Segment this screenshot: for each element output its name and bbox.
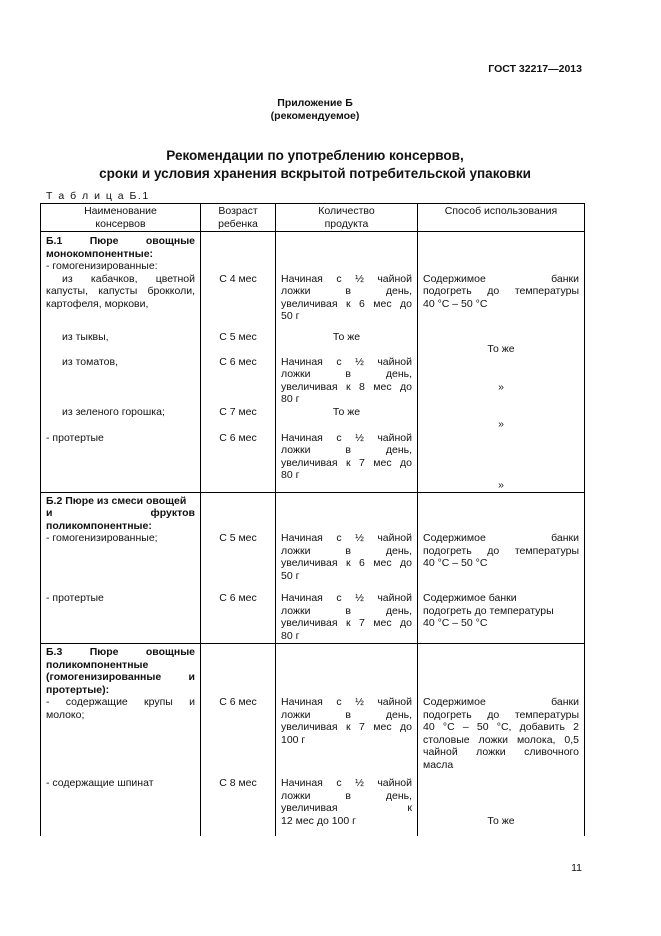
table-row: [41, 232, 585, 261]
b3-spinach-usage: То же: [418, 777, 585, 836]
b3-cereal-usage: [418, 696, 585, 777]
header-age-line: Возраст: [218, 205, 258, 217]
b1-zucchini-age: С 4 мес: [201, 273, 276, 332]
cell-line: Начиная с ½ чайной: [281, 777, 412, 789]
table-row: [41, 592, 585, 644]
b1-tomato-usage: »: [418, 356, 585, 406]
table-row: [41, 273, 585, 332]
b1-pumpkin-qty: То же: [276, 331, 418, 356]
section-title-line: Б.3 Пюре овощные: [46, 646, 195, 658]
cell-line: Начиная с ½ чайной: [281, 272, 412, 285]
document-title: [0, 147, 630, 183]
cell-line: подогреть до температуры: [423, 285, 579, 297]
cell-line: - содержащие крупы и: [46, 696, 195, 708]
document-title-line-1: Рекомендации по употреблению консервов,: [166, 148, 464, 163]
b1-tomato-name: из томатов,: [41, 356, 201, 406]
recommendations-table: [40, 203, 585, 836]
header-name-line: консервов: [95, 217, 146, 230]
b1-tomato-age: С 6 мес: [201, 356, 276, 406]
b2-pureed-name: - протертые: [41, 592, 201, 644]
section-b3-title: [41, 644, 201, 697]
header-quantity: [276, 204, 418, 232]
cell-line: из кабачков, цветной: [62, 272, 195, 285]
cell-line: 40 °С – 50 °С: [423, 617, 488, 629]
standard-code: ГОСТ 32217—2013: [488, 63, 582, 75]
cell-line: ложки в день,: [281, 604, 412, 617]
cell-line: 50 г: [281, 569, 300, 582]
cell-line: 12 мес до 100 г: [281, 814, 356, 827]
header-usage-line: Способ использования: [444, 205, 558, 217]
b1-peas-qty: То же: [276, 406, 418, 432]
b1-zucchini-qty: [276, 273, 418, 332]
header-age-line: ребенка: [218, 217, 258, 230]
cell-line: увеличивая к 6 мес до: [281, 557, 412, 569]
section-title-line: и фруктов: [46, 507, 195, 519]
b1-homog-label: - гомогенизированные:: [41, 260, 201, 273]
cell-line: Содержимое банки: [423, 272, 579, 285]
b1-pureed-name: - протертые: [41, 432, 201, 493]
cell-line: Содержимое банки: [423, 532, 579, 544]
header-name-line: Наименование: [84, 205, 157, 217]
table-header-row: [41, 204, 585, 232]
b3-spinach-age: С 8 мес: [201, 777, 276, 836]
cell-line: ложки в день,: [281, 285, 412, 297]
b1-zucchini-usage: [418, 273, 585, 332]
table-row: [41, 432, 585, 493]
cell-line: картофеля, моркови,: [46, 297, 149, 310]
cell-line: чайной ложки сливочного: [423, 746, 579, 758]
cell-line: Начиная с ½ чайной: [281, 696, 412, 708]
cell-line: Содержимое банки: [423, 592, 517, 604]
section-title-line: Б.1 Пюре овощные: [46, 235, 195, 247]
table-row: [41, 696, 585, 777]
b1-pureed-age: С 6 мес: [201, 432, 276, 493]
b2-homog-age: С 5 мес: [201, 532, 276, 592]
cell-line: Начиная с ½ чайной: [281, 532, 412, 544]
section-title-line: поликомпонентные: [46, 658, 149, 671]
section-title-line: протертые):: [46, 683, 110, 696]
cell-line: ложки в день,: [281, 444, 412, 456]
table-row: [41, 644, 585, 697]
b1-pureed-qty: [276, 432, 418, 493]
cell-line: увеличивая к 7 мес до: [281, 721, 412, 733]
cell-line: увеличивая к 8 мес до: [281, 380, 412, 393]
cell-line: 50 г: [281, 310, 300, 322]
section-title-line: монокомпонентные:: [46, 247, 154, 260]
b1-peas-age: С 7 мес: [201, 406, 276, 432]
section-b1-title: [41, 232, 201, 261]
table-row: [41, 777, 585, 836]
cell-line: увеличивая к 6 мес до: [281, 297, 412, 310]
b1-peas-name: из зеленого горошка;: [41, 406, 201, 432]
table-row: [41, 331, 585, 356]
table-row: [41, 492, 585, 532]
cell-line: Содержимое банки: [423, 696, 579, 708]
b3-cereal-qty: [276, 696, 418, 777]
cell-line: ложки в день,: [281, 789, 412, 802]
cell-line: увеличивая к 7 мес до: [281, 456, 412, 469]
table-row: [41, 406, 585, 432]
section-title-line: (гомогенизированные и: [46, 671, 195, 683]
b2-homog-qty: [276, 532, 418, 592]
section-title-line: поликомпонентные:: [46, 519, 152, 532]
b3-cereal-name: [41, 696, 201, 777]
cell-line: 40 °С – 50 °С: [423, 557, 488, 569]
b1-pumpkin-usage: То же: [418, 331, 585, 356]
cell-line: подогреть до температуры: [423, 708, 579, 721]
b1-pureed-usage: »: [418, 432, 585, 493]
cell-line: 40 °С – 50 °С: [423, 297, 488, 310]
cell-line: подогреть до температуры: [423, 604, 554, 617]
cell-line: масла: [423, 758, 454, 771]
b3-spinach-name: - содержащие шпинат: [41, 777, 201, 836]
cell-line: Начиная с ½ чайной: [281, 355, 412, 368]
cell-line: 80 г: [281, 469, 300, 481]
annex-title: Приложение Б: [277, 97, 353, 109]
cell-line: капусты, капусты брокколи,: [46, 285, 195, 297]
cell-line: 80 г: [281, 393, 300, 405]
b1-zucchini-name: [41, 273, 201, 332]
cell-line: 100 г: [281, 733, 306, 746]
cell-line: столовые ложки молока, 0,5: [423, 733, 579, 746]
table-row: [41, 260, 585, 273]
header-name: [41, 204, 201, 232]
cell-line: Начиная с ½ чайной: [281, 592, 412, 604]
cell-line: ложки в день,: [281, 544, 412, 557]
b1-tomato-qty: [276, 356, 418, 406]
page-number: 11: [571, 862, 582, 874]
b2-pureed-age: С 6 мес: [201, 592, 276, 644]
document-title-line-2: сроки и условия хранения вскрытой потребительской упаковки: [99, 166, 531, 181]
section-title-line: Б.2 Пюре из смеси овощей: [46, 494, 187, 507]
cell-line: Начиная с ½ чайной: [281, 431, 412, 444]
header-qty-line: продукта: [324, 217, 369, 230]
table-caption: Т а б л и ц а Б.1: [46, 190, 150, 202]
b3-spinach-qty: [276, 777, 418, 836]
table-row: [41, 356, 585, 406]
cell-line: 80 г: [281, 629, 300, 642]
b1-peas-usage: »: [418, 406, 585, 432]
b2-pureed-qty: [276, 592, 418, 644]
header-usage: [418, 204, 585, 232]
annex-heading: [0, 97, 630, 123]
section-b2-title: [41, 492, 201, 532]
b2-pureed-usage: [418, 592, 585, 644]
header-age: [201, 204, 276, 232]
table-row: [41, 532, 585, 592]
b3-cereal-age: С 6 мес: [201, 696, 276, 777]
cell-line: подогреть до температуры: [423, 544, 579, 557]
cell-line: 40 °С – 50 °С, добавить 2: [423, 721, 579, 733]
cell-line: увеличивая к 7 мес до: [281, 617, 412, 629]
cell-line: увеличивая к: [281, 802, 412, 814]
cell-line: ложки в день,: [281, 368, 412, 380]
b1-pumpkin-name: из тыквы,: [41, 331, 201, 356]
b1-pumpkin-age: С 5 мес: [201, 331, 276, 356]
cell-line: молоко;: [46, 708, 85, 721]
header-qty-line: Количество: [318, 205, 375, 217]
annex-status: (рекомендуемое): [270, 110, 360, 122]
cell-line: ложки в день,: [281, 708, 412, 721]
b2-homog-name: - гомогенизированные;: [41, 532, 201, 592]
b2-homog-usage: [418, 532, 585, 592]
